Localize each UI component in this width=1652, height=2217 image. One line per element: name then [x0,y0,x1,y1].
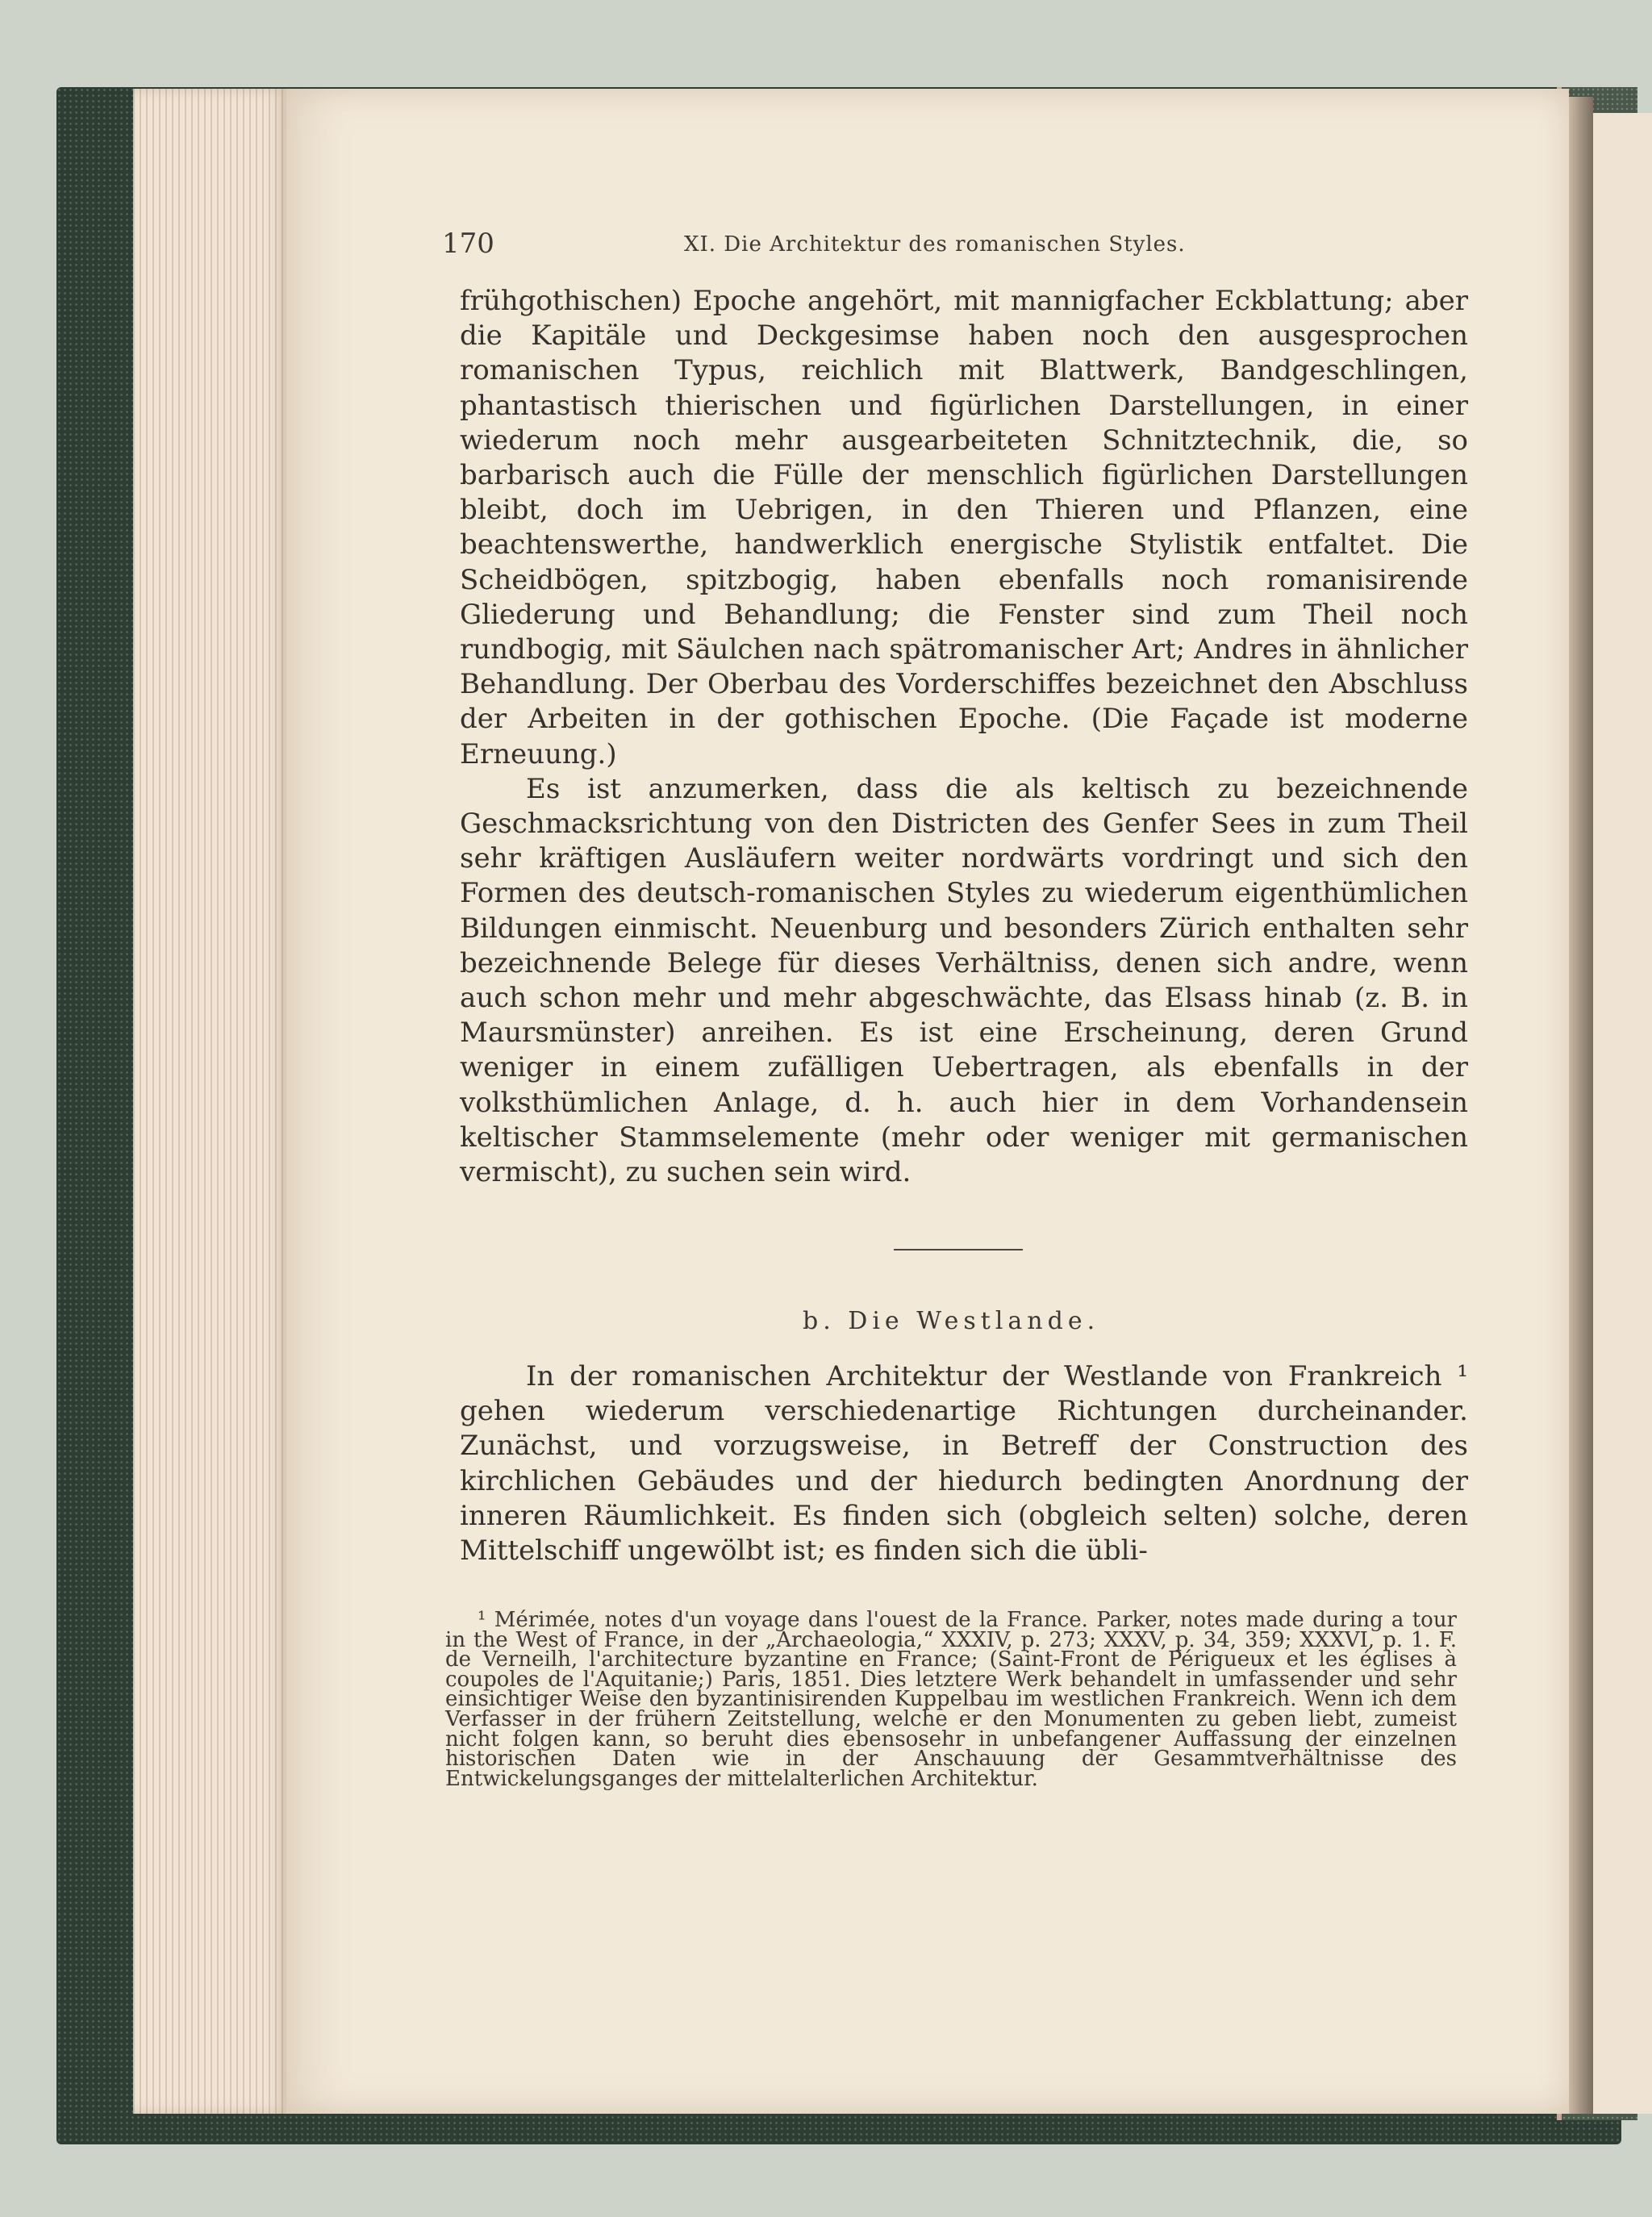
body-text-bottom [460,1359,1468,1568]
section-divider [894,1249,1023,1250]
paragraph: frühgothischen) Epoche angehört, mit mannigfacher Eckblattung; aber die Kapitäle und Deckgesimse haben noch den ausgesprochen romanischen Typus, reichlich mit Blattwerk, Bandgeschlingen, phantastisch thierischen und figürlichen Darstellungen, in einer wiederum noch mehr ausgearbeiteten Schnitztechnik, die, so barbarisch auch die Fülle der menschlich figürlichen Darstellungen bleibt, doch im Uebrigen, in den Thieren und Pflanzen, eine beachtenswerthe, handwerklich energische Stylistik entfaltet. Die Scheidbögen, spitzbogig, haben ebenfalls noch romanisirende Gliederung und Behandlung; die Fenster sind zum Theil noch rundbogig, mit Säulchen nach spätromanischer Art; Andres in ähnlicher Behandlung. Der Oberbau des Vorderschiffes bezeichnet den Abschluss der Arbeiten in der gothischen Epoche. (Die Façade ist moderne Erneuung.) [460,285,1468,770]
facing-page-edge [1593,113,1652,2114]
running-head: XI. Die Architektur des romanischen Styles. [684,232,1186,257]
page-edges [133,89,286,2114]
book-gutter [1569,97,1593,2114]
paragraph: In der romanischen Architektur der Westlande von Frankreich ¹ gehen wiederum verschiedenartige Richtungen durcheinander. Zunächst, und vorzugsweise, in Betreff der Construction des kirchlichen Gebäudes und der hiedurch bedingten Anordnung der inneren Räumlichkeit. Es finden sich (obgleich selten) solche, deren Mittelschiff ungewölbt ist; es finden sich die übli- [460,1360,1468,1568]
section-title: b. Die Westlande. [803,1307,1100,1335]
paragraph: Es ist anzumerken, dass die als keltisch zu bezeichnende Geschmacksrichtung von den Districten des Genfer Sees in zum Theil sehr kräftigen Ausläufern weiter nordwärts vordringt und sich den Formen des deutsch-romanischen Styles zu wiederum eigenthümlichen Bildungen einmischt. Neuenburg und besonders Zürich enthalten sehr bezeichnende Belege für dieses Verhältniss, denen sich andre, wenn auch schon mehr und mehr abgeschwächte, das Elsass hinab (z. B. in Maursmünster) anreihen. Es ist eine Erscheinung, deren Grund weniger in einem zufälligen Uebertragen, als ebenfalls in der volksthümlichen Anlage, d. h. auch hier in dem Vorhandensein keltischer Stammselemente (mehr oder weniger mit germanischen vermischt), zu suchen sein wird. [460,772,1468,1189]
body-text-top [460,284,1468,1190]
page-number: 170 [442,228,494,260]
footnotes [445,1610,1457,1789]
page-header [442,228,1273,260]
footnote: ¹ Mérimée, notes d'un voyage dans l'ouest de la France. Parker, notes made during a tour in the West of France, in der „Archaeologia,“ XXXIV, p. 273; XXXV, p. 34, 359; XXXVI, p. 1. F. de Verneilh, l'architecture byzantine en France; (Saint-Front de Périgueux et les églises à coupoles de l'Aquitanie;) Paris, 1851. Dies letztere Werk behandelt in umfassender und sehr einsichtiger Weise den byzantinisirenden Kuppelbau im westlichen Frankreich. Wenn ich dem Verfasser in der frühern Zeitstellung, welche er den Monumenten zu geben liebt, zumeist nicht folgen kann, so beruht dies ebensosehr in unbefangener Auffassung der einzelnen historischen Daten wie in der Anschauung der Gesammtverhältnisse des Entwickelungsganges der mittelalterlichen Architektur. [445,1608,1457,1791]
